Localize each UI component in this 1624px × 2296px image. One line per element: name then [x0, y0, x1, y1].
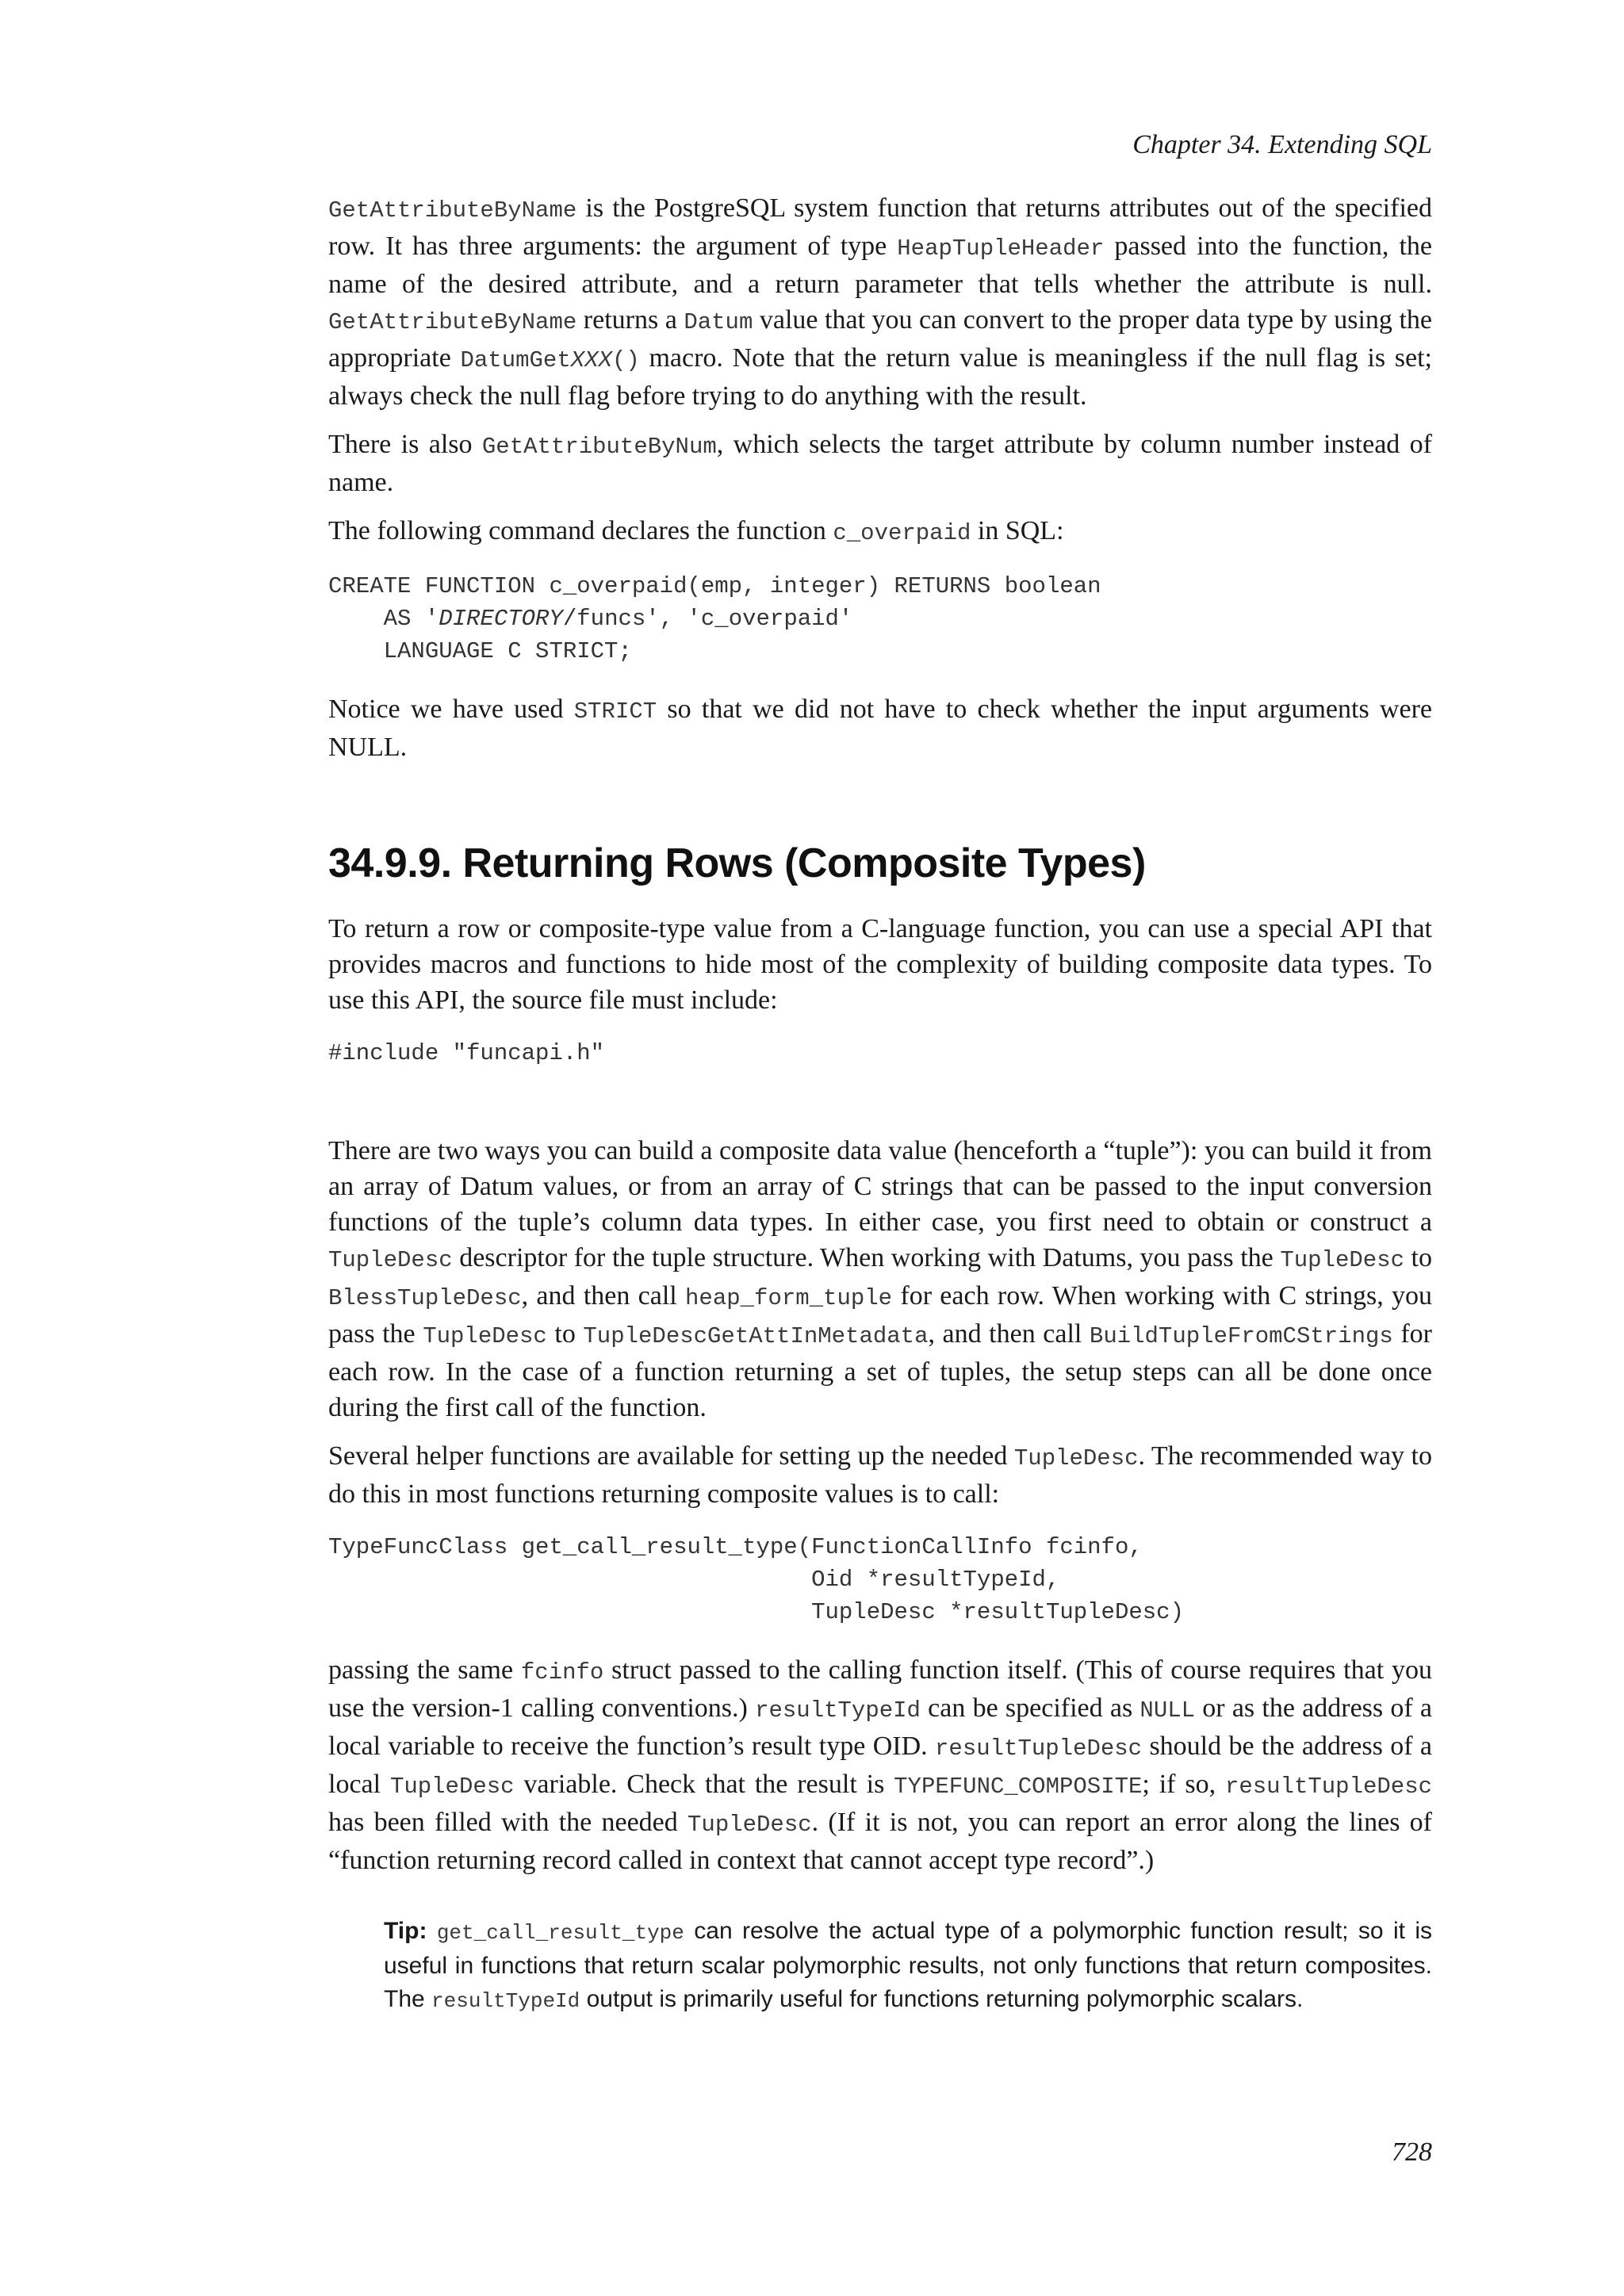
tip-label: Tip:	[384, 1918, 427, 1944]
text-run: output is primarily useful for functions returning polymorphic scalars.	[580, 1986, 1304, 2012]
code-term: resultTypeId	[431, 1989, 580, 2013]
code-term: NULL	[1139, 1697, 1196, 1724]
text-run: There is also	[328, 430, 482, 459]
text-run: has been filled with the needed	[328, 1808, 688, 1837]
text-run: macro. Note that the return value is meaningless if the null flag is set; always check the null flag before trying to do anything with the result.	[328, 343, 1432, 411]
code-part: ()	[611, 347, 640, 373]
text-run: variable. Check that the result is	[514, 1770, 894, 1799]
page-number: 728	[1392, 2137, 1432, 2167]
text-run: , and then call	[928, 1319, 1090, 1349]
text-run: for each row. In the case of a function returning a set of tuples, the setup steps can all be done once during the first call of the function.	[328, 1319, 1432, 1422]
code-term: STRICT	[573, 698, 657, 725]
text-run: . The recommended way to do this in most functions returning composite values is to call:	[328, 1441, 1432, 1509]
code-line: Oid *resultTypeId,	[328, 1567, 1060, 1593]
code-line: TypeFuncClass get_call_result_type(FunctionCallInfo fcinfo,	[328, 1534, 1143, 1560]
text-run: can resolve the actual type of a polymorphic function result; so it is useful in functions that return scalar polymorphic results, not only functions that return composites. The	[384, 1918, 1432, 2012]
text-run: returns a	[576, 305, 684, 335]
text-run: To return a row or composite-type value from a C-language function, you can use a special API that provides macros and functions to hide most of the complexity of building composite data types. To use this API, the source file must include:	[328, 914, 1432, 1015]
code-term: TupleDesc	[423, 1323, 547, 1349]
text-run: struct passed to the calling function itself. (This of course requires that you use the version-1 calling conventions.)	[328, 1655, 1432, 1723]
code-part: DatumGet	[460, 347, 571, 373]
code-term: fcinfo	[520, 1659, 604, 1686]
code-block-get-call-result-type	[328, 1531, 1432, 1628]
code-line: LANGUAGE C STRICT;	[328, 638, 632, 664]
code-term	[461, 347, 640, 373]
code-term: TupleDescGetAttInMetadata	[583, 1323, 929, 1349]
text-run: can be specified as	[920, 1693, 1140, 1723]
text-run: for each row. When working with C strings, you pass the	[328, 1281, 1433, 1349]
code-term: TupleDesc	[328, 1247, 453, 1273]
code-term: BlessTupleDesc	[328, 1285, 522, 1311]
code-term: GetAttributeByNum	[481, 434, 717, 460]
code-term: TupleDesc	[688, 1812, 812, 1838]
text-run: should be the address of a local	[328, 1732, 1433, 1799]
paragraph-get-attribute-by-name	[328, 190, 1432, 414]
code-part: AS '	[328, 606, 439, 632]
code-line: #include "funcapi.h"	[328, 1040, 605, 1066]
code-term: TYPEFUNC_COMPOSITE	[894, 1774, 1143, 1800]
tip-box	[384, 1915, 1432, 2018]
text-run: , and then call	[521, 1281, 686, 1311]
code-term: GetAttributeByName	[328, 309, 577, 335]
text-run: There are two ways you can build a composite data value (henceforth a “tuple”): you can build it from an array of Datum values, or from an array of C strings that can be passed to the input conversion functions of the tuple’s column data types. In either case, you first need to obtain or construct a	[328, 1136, 1432, 1237]
text-run: is the PostgreSQL system function that returns attributes out of the specified row. It has three arguments: the argument of type	[328, 193, 1432, 261]
text-run: . (If it is not, you can report an error along the lines of “function returning record called in context that cannot accept type record”.)	[328, 1808, 1433, 1875]
text-run: Notice we have used	[328, 695, 574, 724]
paragraph-fcinfo	[328, 1652, 1432, 1878]
code-term: c_overpaid	[833, 520, 971, 546]
code-term: resultTypeId	[755, 1697, 921, 1724]
paragraph-strict-note	[328, 691, 1432, 765]
running-head: Chapter 34. Extending SQL	[1132, 130, 1432, 159]
code-term: resultTupleDesc	[935, 1735, 1143, 1762]
text-run: in SQL:	[971, 516, 1064, 545]
paragraph-composite-intro	[328, 911, 1432, 1018]
text-run: so that we did not have to check whether the input arguments were NULL.	[328, 695, 1432, 762]
code-block-include	[328, 1037, 1432, 1070]
code-line: TupleDesc *resultTupleDesc)	[328, 1599, 1184, 1625]
code-term: TupleDesc	[389, 1774, 515, 1800]
code-term: TupleDesc	[1013, 1445, 1139, 1471]
text-run: or as the address of a local variable to receive the function’s result type OID.	[328, 1693, 1433, 1761]
text-run: to	[546, 1319, 584, 1349]
paragraph-two-ways	[328, 1133, 1432, 1425]
text-run: value that you can convert to the proper data type by using the appropriate	[328, 305, 1432, 373]
code-term: BuildTupleFromCStrings	[1089, 1323, 1393, 1349]
code-placeholder: XXX	[570, 347, 612, 373]
body-text	[328, 190, 1432, 2018]
code-term: get_call_result_type	[436, 1921, 684, 1945]
text-run: passing the same	[328, 1655, 521, 1685]
text-run: , which selects the target attribute by column number instead of name.	[328, 430, 1432, 497]
text-run: ; if so,	[1142, 1770, 1225, 1799]
code-term: resultTupleDesc	[1224, 1774, 1432, 1800]
code-term: Datum	[684, 309, 753, 335]
code-term: heap_form_tuple	[685, 1285, 893, 1311]
section-heading: 34.9.9. Returning Rows (Composite Types)	[328, 840, 1146, 886]
code-term: HeapTupleHeader	[897, 235, 1105, 262]
paragraph-declares-function	[328, 513, 1432, 551]
paragraph-get-attribute-by-num	[328, 427, 1432, 500]
text-run: passed into the function, the name of the desired attribute, and a return parameter that tells whether the attribute is null.	[328, 232, 1432, 299]
code-block-create-function	[328, 570, 1432, 668]
text-run: Several helper functions are available for setting up the needed	[328, 1441, 1014, 1471]
paragraph-helper-functions	[328, 1438, 1432, 1512]
text-run: The following command declares the function	[328, 516, 833, 545]
code-term: TupleDesc	[1280, 1247, 1404, 1273]
text-run: to	[1404, 1243, 1433, 1272]
code-term: GetAttributeByName	[328, 197, 577, 224]
code-line	[328, 606, 852, 632]
code-line: CREATE FUNCTION c_overpaid(emp, integer) RETURNS boolean	[328, 573, 1101, 599]
text-run	[427, 1918, 436, 1944]
code-part: /funcs', 'c_overpaid'	[562, 606, 853, 632]
text-run: descriptor for the tuple structure. When working with Datums, you pass the	[452, 1243, 1281, 1272]
code-placeholder: DIRECTORY	[439, 606, 563, 632]
